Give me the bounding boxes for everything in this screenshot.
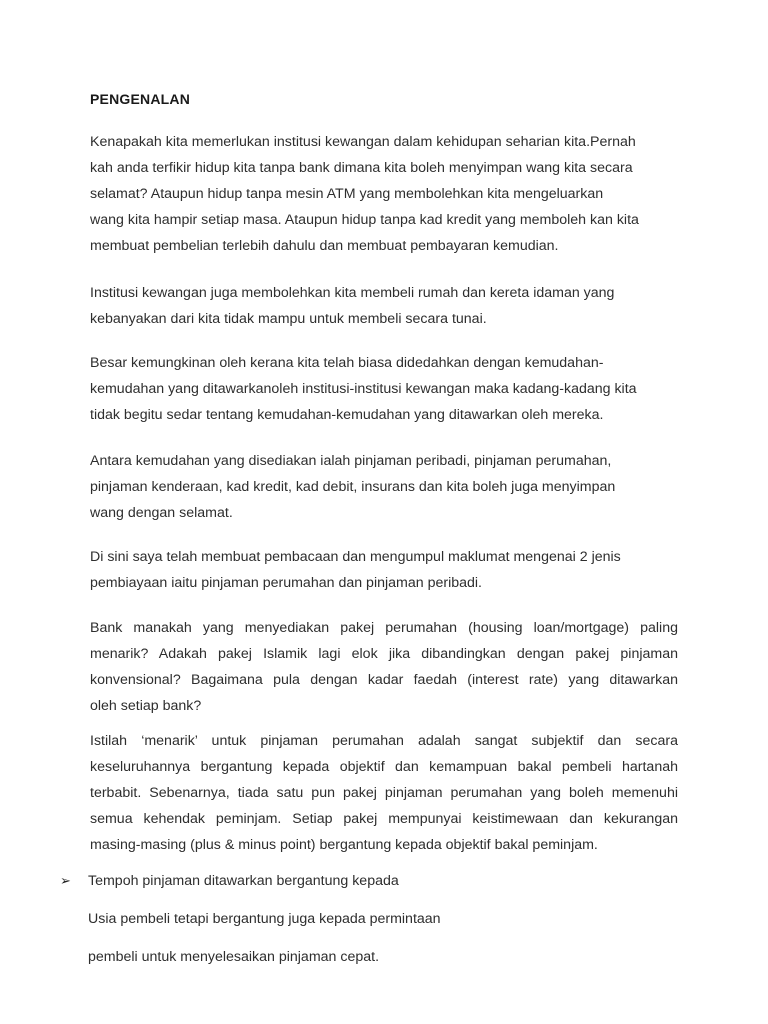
text-line: masing-masing (plus & minus point) bergantung kepada objektif bakal peminjam.	[90, 837, 598, 853]
page-title: PENGENALAN	[90, 91, 191, 107]
text-line: menarik? Adakah pakej Islamik lagi elok jika dibandingkan dengan pakej pinjaman	[90, 646, 678, 662]
text-line: kah anda terfikir hidup kita tanpa bank dimana kita boleh menyimpan wang kita secara	[90, 160, 633, 176]
bullet-item	[60, 868, 700, 894]
text-line: Antara kemudahan yang disediakan ialah pinjaman peribadi, pinjaman perumahan,	[90, 453, 612, 469]
text-line: membuat pembelian terlebih dahulu dan membuat pembayaran kemudian.	[90, 238, 559, 254]
continuation-line: Usia pembeli tetapi bergantung juga kepada permintaan	[88, 911, 441, 927]
paragraph-kemudahan	[90, 350, 678, 428]
text-line: oleh setiap bank?	[90, 698, 202, 714]
text-line: kemudahan yang ditawarkanoleh institusi-institusi kewangan maka kadang-kadang kita	[90, 381, 637, 397]
paragraph-bank	[90, 615, 678, 719]
text-line: pembiayaan iaitu pinjaman perumahan dan pinjaman peribadi.	[90, 575, 482, 591]
text-line: Besar kemungkinan oleh kerana kita telah biasa didedahkan dengan kemudahan-	[90, 355, 604, 371]
text-line: selamat? Ataupun hidup tanpa mesin ATM yang membolehkan kita mengeluarkan	[90, 186, 604, 202]
text-line: wang kita hampir setiap masa. Ataupun hidup tanpa kad kredit yang memboleh kan kita	[90, 212, 639, 228]
arrow-bullet-icon: ➢	[60, 873, 71, 888]
text-line: Di sini saya telah membuat pembacaan dan mengumpul maklumat mengenai 2 jenis	[90, 549, 621, 565]
text-line: Istilah ‘menarik’ untuk pinjaman perumahan adalah sangat subjektif dan secara	[90, 733, 678, 749]
text-line: pinjaman kenderaan, kad kredit, kad debit, insurans dan kita boleh juga menyimpan	[90, 479, 616, 495]
continuation-line: pembeli untuk menyelesaikan pinjaman cepat.	[88, 949, 380, 965]
text-line: Kenapakah kita memerlukan institusi kewangan dalam kehidupan seharian kita.Pernah	[90, 134, 636, 150]
paragraph-intro	[90, 129, 678, 259]
text-line: Bank manakah yang menyediakan pakej perumahan (housing loan/mortgage) paling	[90, 620, 678, 636]
paragraph-antara	[90, 448, 678, 526]
text-line: terbabit. Sebenarnya, tiada satu pun pakej pinjaman perumahan yang boleh memenuhi	[90, 785, 678, 801]
text-line: konvensional? Bagaimana pula dengan kadar faedah (interest rate) yang ditawarkan	[90, 672, 678, 688]
paragraph-istilah	[90, 728, 678, 858]
text-line: Institusi kewangan juga membolehkan kita membeli rumah dan kereta idaman yang	[90, 285, 615, 301]
paragraph-institusi	[90, 280, 678, 332]
text-line: kebanyakan dari kita tidak mampu untuk membeli secara tunai.	[90, 311, 487, 327]
text-line: tidak begitu sedar tentang kemudahan-kemudahan yang ditawarkan oleh mereka.	[90, 407, 604, 423]
bullet-text: Tempoh pinjaman ditawarkan bergantung kepada	[88, 873, 399, 889]
text-line: semua kehendak peminjam. Setiap pakej mempunyai keistimewaan dan kekurangan	[90, 811, 678, 827]
text-line: keseluruhannya bergantung kepada objektif dan kemampuan bakal pembeli hartanah	[90, 759, 678, 775]
text-line: wang dengan selamat.	[90, 505, 233, 521]
paragraph-pembacaan	[90, 544, 678, 596]
